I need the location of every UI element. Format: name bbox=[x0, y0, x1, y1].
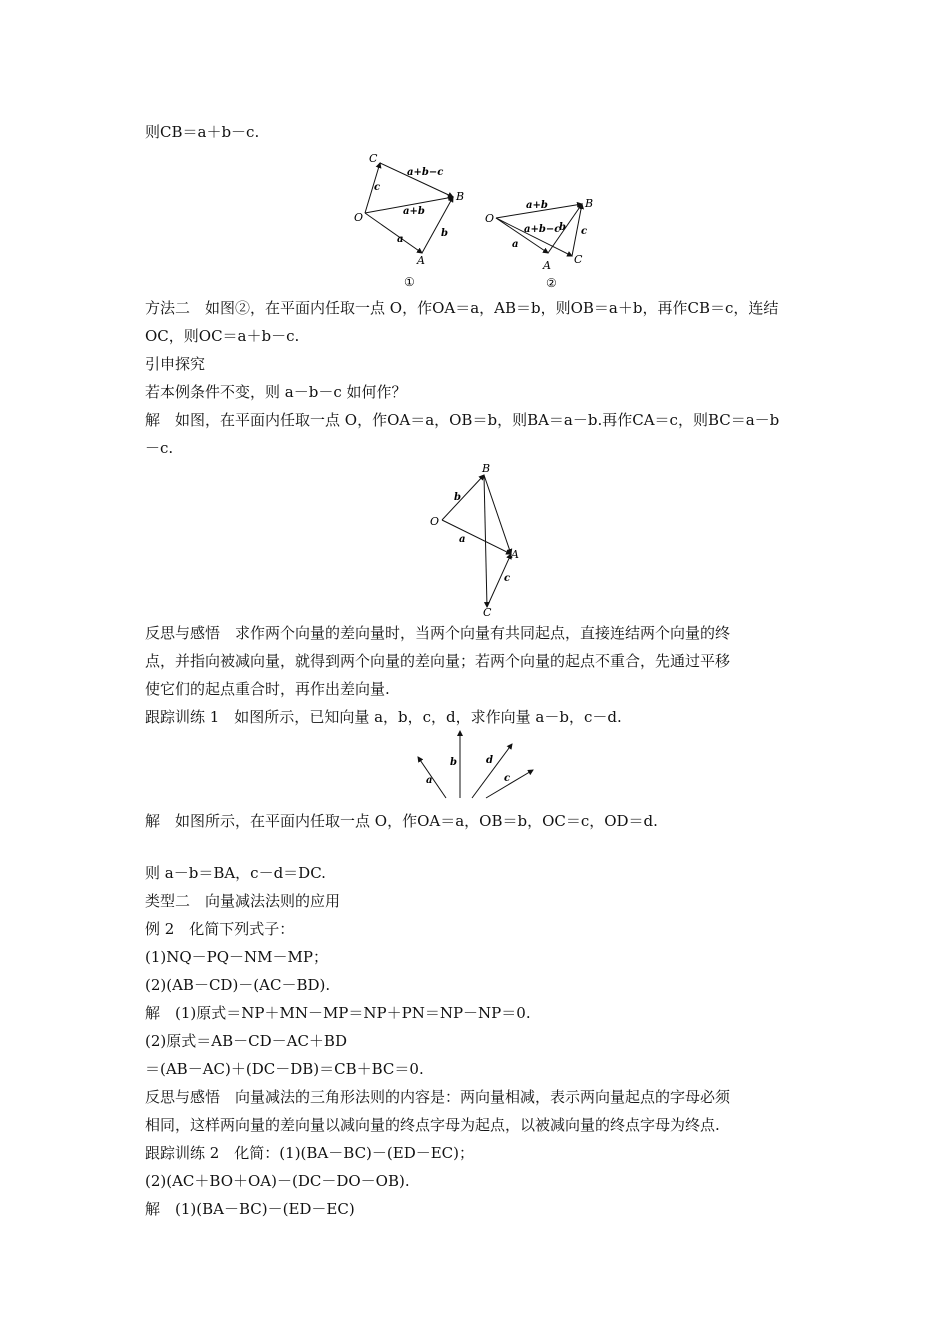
vector-label-a: a bbox=[426, 775, 433, 786]
vector-b-arrow bbox=[442, 475, 484, 520]
text-line: ＝(AB－AC)＋(DC－DB)＝CB＋BC＝0. bbox=[145, 1060, 424, 1078]
figure-2-caption: ② bbox=[546, 276, 557, 290]
text-line: 使它们的起点重合时，再作出差向量. bbox=[145, 680, 390, 698]
vector-label-a-plus-b-minus-c: a+b−c bbox=[524, 224, 561, 235]
text-line: 点，并指向被减向量，就得到两个向量的差向量；若两个向量的起点不重合，先通过平移 bbox=[145, 652, 731, 670]
vector-label-c: c bbox=[581, 226, 588, 237]
point-label-a: A bbox=[417, 254, 425, 267]
point-label-a: A bbox=[543, 259, 551, 272]
vector-label-d: d bbox=[486, 755, 493, 766]
figure-4-diagram bbox=[400, 728, 550, 803]
text-line: 相同，这样两向量的差向量以减向量的终点字母为起点，以被减向量的终点字母为终点. bbox=[145, 1116, 720, 1134]
vector-label-a-plus-b-minus-c: a+b−c bbox=[407, 167, 444, 178]
text-line: 解 (1)(BA－BC)－(ED－EC) bbox=[145, 1200, 355, 1218]
vector-label-a: a bbox=[459, 534, 466, 545]
text-line: (2)原式＝AB－CD－AC＋BD bbox=[145, 1032, 347, 1050]
vector-label-a-plus-b: a+b bbox=[526, 200, 548, 211]
point-label-o: O bbox=[485, 212, 495, 225]
point-label-c: C bbox=[483, 606, 492, 619]
vector-a-arrow bbox=[365, 213, 422, 253]
point-label-b: B bbox=[585, 197, 594, 210]
text-line: OC，则OC＝a＋b－c. bbox=[145, 327, 300, 345]
vector-label-b: b bbox=[441, 228, 448, 239]
text-line: 解 如图，在平面内任取一点 O，作OA＝a，OB＝b，则BA＝a－b.再作CA＝c，则BC＝a－b bbox=[145, 411, 780, 429]
text-line: 例 2 化简下列式子： bbox=[145, 920, 295, 938]
vector-label-b: b bbox=[450, 757, 457, 768]
vector-b-arrow bbox=[422, 197, 453, 253]
text-line: 跟踪训练 2 化简：(1)(BA－BC)－(ED－EC)； bbox=[145, 1144, 475, 1162]
vector-label-c: c bbox=[374, 182, 381, 193]
text-line: 反思与感悟 向量减法的三角形法则的内容是：两向量相减，表示两向量起点的字母必须 bbox=[145, 1088, 731, 1106]
vector-label-a: a bbox=[397, 234, 404, 245]
text-line: 则 a－b＝BA，c－d＝DC. bbox=[145, 864, 326, 882]
figure-1-caption: ① bbox=[404, 275, 415, 289]
section-heading: 类型二 向量减法法则的应用 bbox=[145, 892, 341, 910]
point-label-b: B bbox=[456, 190, 465, 203]
text-line: (2)(AC＋BO＋OA)－(DC－DO－OB). bbox=[145, 1172, 410, 1190]
figure-2-diagram bbox=[480, 190, 600, 295]
point-label-o: O bbox=[354, 211, 364, 224]
text-line: 方法二 如图②，在平面内任取一点 O，作OA＝a，AB＝b，则OB＝a＋b，再作CB＝c，连结 bbox=[145, 299, 779, 317]
vector-label-b: b bbox=[559, 222, 566, 233]
point-label-c: C bbox=[574, 253, 583, 266]
point-label-a: A bbox=[511, 548, 519, 561]
vector-label-a: a bbox=[512, 239, 519, 250]
vector-label-c: c bbox=[504, 773, 511, 784]
vector-label-c: c bbox=[504, 573, 511, 584]
section-heading: 引申探究 bbox=[145, 355, 206, 373]
vector-d-arrow bbox=[472, 744, 512, 798]
text-line: (2)(AB－CD)－(AC－BD). bbox=[145, 976, 331, 994]
point-label-o: O bbox=[430, 515, 440, 528]
vector-label-b: b bbox=[454, 492, 461, 503]
text-line: 若本例条件不变，则 a－b－c 如何作？ bbox=[145, 383, 407, 401]
text-line: (1)NQ－PQ－NM－MP； bbox=[145, 948, 328, 966]
text-line: 解 (1)原式＝NP＋MN－MP＝NP＋PN＝NP－NP＝0. bbox=[145, 1004, 531, 1022]
figure-3-diagram bbox=[425, 462, 525, 620]
vector-label-a-plus-b: a+b bbox=[403, 206, 425, 217]
text-line: 跟踪训练 1 如图所示，已知向量 a，b，c，d，求作向量 a－b，c－d. bbox=[145, 708, 622, 726]
point-label-c: C bbox=[369, 152, 378, 165]
text-line: 则CB＝a＋b－c. bbox=[145, 123, 260, 141]
figure-1-diagram bbox=[345, 150, 475, 295]
point-label-b: B bbox=[482, 462, 491, 475]
text-line: －c. bbox=[145, 439, 174, 457]
text-line: 解 如图所示，在平面内任取一点 O，作OA＝a，OB＝b，OC＝c，OD＝d. bbox=[145, 812, 658, 830]
text-line: 反思与感悟 求作两个向量的差向量时，当两个向量有共同起点，直接连结两个向量的终 bbox=[145, 624, 731, 642]
